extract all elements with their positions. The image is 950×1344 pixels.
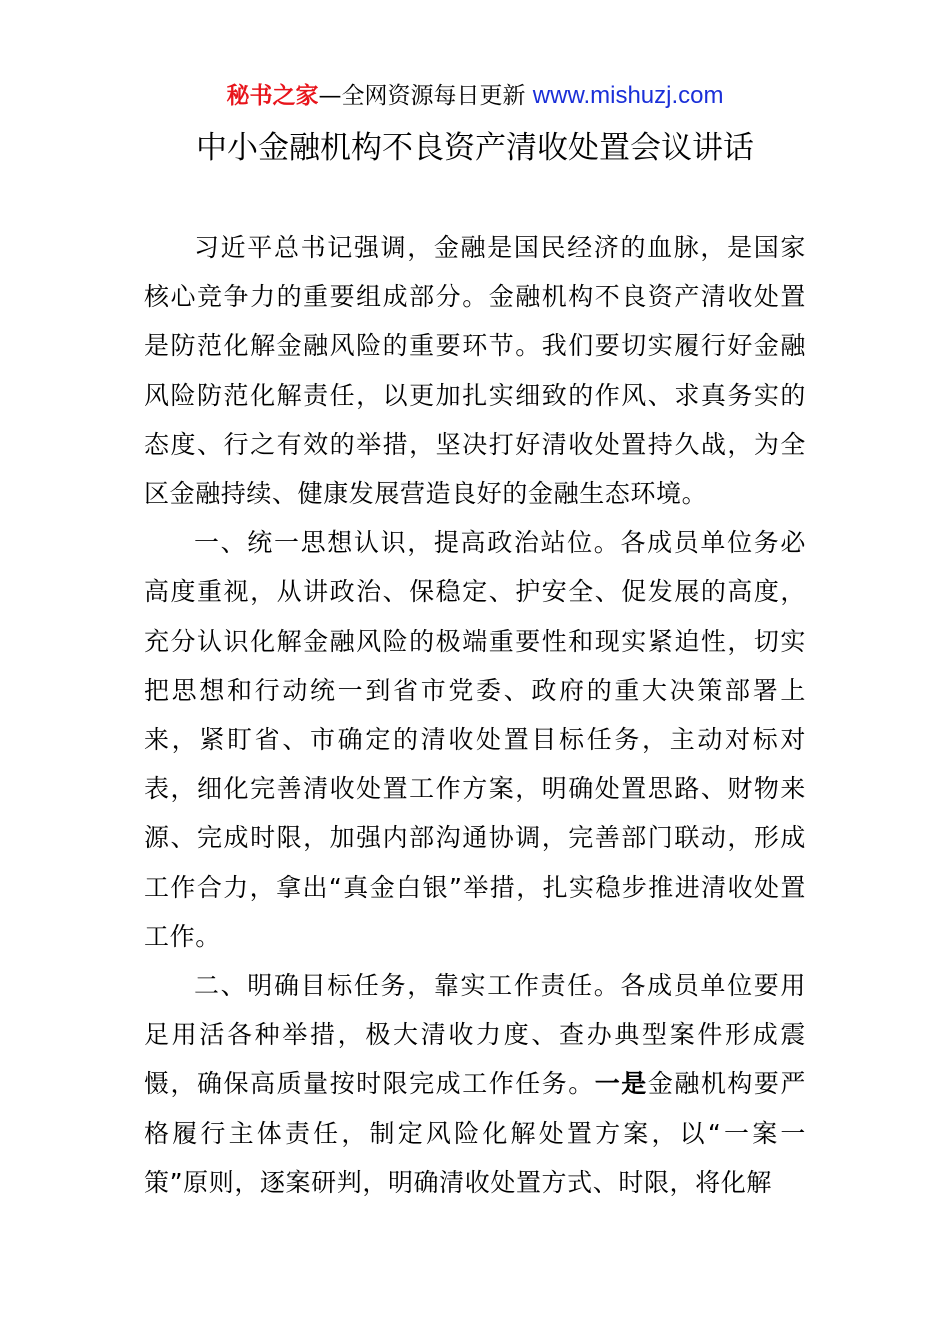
document-body — [144, 223, 806, 1207]
paragraph-section-two — [144, 961, 806, 1207]
paragraph-section-two-bold-marker: 一是 — [594, 1069, 648, 1099]
paragraph-section-two-lead: 二、明确目标任务，靠实工作责任。各成员单位要用足用活各种举措，极大清收力度、查办典型案件形成震慑，确保高质量按时限完成工作任务。 — [144, 971, 806, 1099]
paragraph-section-two-rest: 金融机构要严格履行主体责任，制定风险化解处置方案，以“一案一策”原则，逐案研判，明确清收处置方式、时限，将化解 — [144, 1069, 807, 1197]
site-tagline: —全网资源每日更新 — [318, 83, 533, 109]
site-header — [0, 80, 950, 112]
site-brand: 秘书之家 — [226, 83, 319, 109]
site-url-link[interactable]: www.mishuzj.com — [532, 82, 724, 109]
document-title: 中小金融机构不良资产清收处置会议讲话 — [196, 130, 754, 166]
paragraph-intro: 习近平总书记强调，金融是国民经济的血脉，是国家核心竞争力的重要组成部分。金融机构不良资产清收处置是防范化解金融风险的重要环节。我们要切实履行好金融风险防范化解责任，以更加扎实细致的作风、求真务实的态度、行之有效的举措，坚决打好清收处置持久战，为全区金融持续、健康发展营造良好的金融生态环境。 — [144, 233, 806, 509]
paragraph-section-one: 一、统一思想认识，提高政治站位。各成员单位务必高度重视，从讲政治、保稳定、护安全、促发展的高度，充分认识化解金融风险的极端重要性和现实紧迫性，切实把思想和行动统一到省市党委、政府的重大决策部署上来，紧盯省、市确定的清收处置目标任务，主动对标对表，细化完善清收处置工作方案，明确处置思路、财物来源、完成时限，加强内部沟通协调，完善部门联动，形成工作合力，拿出“真金白银”举措，扎实稳步推进清收处置工作。 — [144, 528, 806, 951]
